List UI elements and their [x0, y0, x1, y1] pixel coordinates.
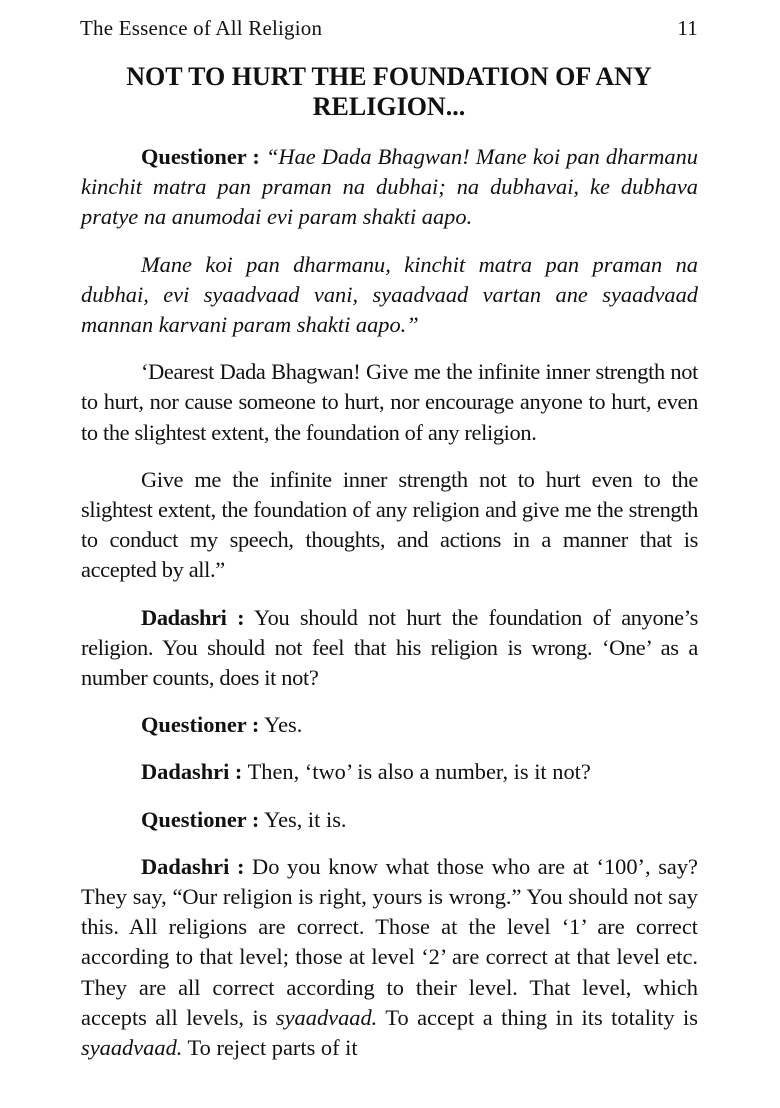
running-header — [80, 14, 698, 42]
paragraph-text: Do you know what those who are at ‘100’, say? They say, “Our religion is right, yours is wrong.” You should not say this. All religions are correct. Those at the level ‘1’ are correct according to that level; those at level ‘2’ are correct at that level etc. They are all correct according to their level. That level, which accepts all levels, is — [81, 853, 698, 1030]
speaker-label: Questioner : — [141, 806, 260, 832]
paragraph-dadashri-1 — [81, 603, 698, 694]
term-syaadvaad: syaadvaad. — [81, 1035, 183, 1061]
paragraph-text: ‘Dearest Dada Bhagwan! Give me the infinite inner strength not to hurt, nor cause someone to hurt, nor encourage anyone to hurt, even to the slightest extent, the foundation of any religion. — [81, 359, 698, 445]
term-syaadvaad: syaadvaad. — [275, 1004, 378, 1030]
paragraph-text: You should not hurt the foundation of anyone’s religion. You should not feel that his religion is wrong. ‘One’ as a number counts, does it not? — [81, 604, 698, 691]
body-text — [81, 142, 698, 1080]
paragraph-prayer-english-1 — [81, 357, 698, 448]
paragraph-dadashri-3 — [81, 852, 698, 1063]
speaker-label: Dadashri : — [141, 853, 245, 879]
page-number: 11 — [677, 15, 698, 40]
speaker-label: Questioner : — [141, 144, 260, 169]
chapter-title-line-2: RELIGION... — [312, 92, 466, 121]
paragraph-text: Mane koi pan dharmanu, kinchit matra pan praman na dubhai, evi syaadvaad vani, syaadvaad vartan ane syaadvaad mannan karvani param shakti aapo.” — [81, 251, 698, 338]
paragraph-text: To reject parts of it — [182, 1035, 358, 1061]
paragraph-text: Yes. — [264, 712, 303, 738]
paragraph-text: Yes, it is. — [264, 806, 347, 832]
paragraph-text: Then, ‘two’ is also a number, is it not? — [247, 759, 591, 785]
paragraph-text: Give me the infinite inner strength not to hurt even to the slightest extent, the foundation of any religion and give me the strength to conduct my speech, thoughts, and actions in a manner that is accepted by all.” — [81, 466, 698, 583]
paragraph-prayer-english-2 — [81, 465, 698, 586]
speaker-label: Questioner : — [141, 712, 260, 738]
speaker-label: Dadashri : — [141, 604, 245, 630]
paragraph-prayer-gujarati-2 — [81, 250, 698, 341]
book-title: The Essence of All Religion — [80, 15, 323, 40]
paragraph-dadashri-2 — [81, 757, 698, 787]
paragraph-prayer-gujarati-1 — [81, 142, 698, 233]
paragraph-questioner-1 — [81, 710, 698, 740]
speaker-label: Dadashri : — [141, 759, 243, 785]
paragraph-questioner-2 — [81, 805, 698, 835]
chapter-title-line-1: NOT TO HURT THE FOUNDATION OF ANY — [126, 62, 652, 91]
paragraph-text: To accept a thing in its totality is — [377, 1004, 698, 1030]
paragraph-text: “Hae Dada Bhagwan! Mane koi pan dharmanu kinchit matra pan praman na dubhai; na dubhavai, ke dubhava pratye na anumodai evi param shakti aapo. — [81, 144, 698, 230]
chapter-title — [80, 62, 698, 122]
